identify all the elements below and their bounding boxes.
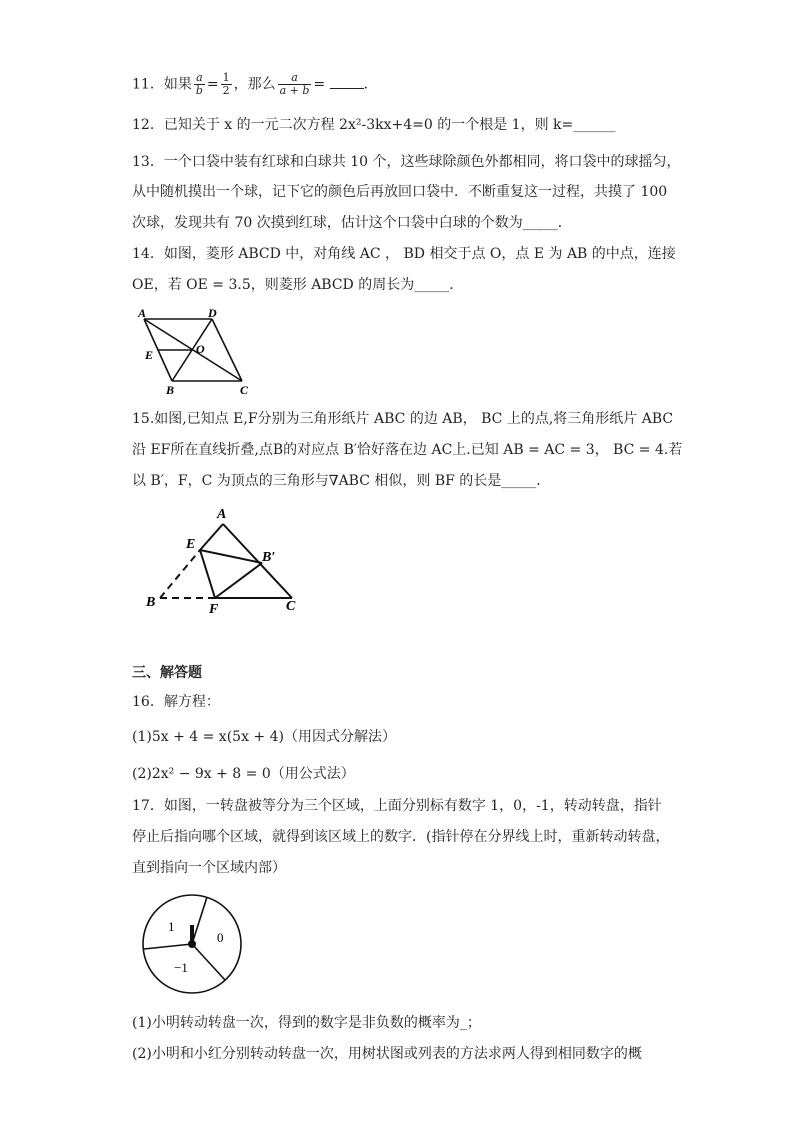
- q16-title: 16．解方程：: [132, 694, 220, 710]
- fraction-a-over-b: $\frac{a}{b}$: [195, 71, 203, 97]
- q15-line-1: 15.如图,已知点 E,F分别为三角形纸片 ABC 的边 AB， BC 上的点,将三角形纸片 ABC: [132, 411, 674, 427]
- label-O: O: [196, 342, 205, 356]
- label-C: C: [286, 599, 296, 614]
- label-B: B: [146, 595, 156, 610]
- label-A: A: [217, 507, 227, 522]
- q13-line-2: 从中随机摸出一个球，记下它的颜色后再放回口袋中．不断重复这一过程，共摸了 100: [132, 184, 668, 200]
- label-D: D: [208, 306, 217, 320]
- region-label-negative-one: −1: [174, 960, 188, 975]
- label-C: C: [240, 383, 249, 397]
- q17-part-2: (2)小明和小红分别转动转盘一次，用树状图或列表的方法求两人得到相同数字的概: [132, 1046, 642, 1062]
- label-E: E: [186, 537, 196, 552]
- q17-part-1: (1)小明转动转盘一次，得到的数字是非负数的概率为_；: [132, 1015, 481, 1031]
- fraction-a-over-a-plus-b: $\frac{a}{a + b}$: [279, 71, 310, 97]
- section-title: 三、解答题: [132, 665, 202, 681]
- q17-line-3: 直到指向一个区域内部）: [132, 860, 286, 876]
- q16-part-2: (2)2x² − 9x + 8 = 0（用公式法）: [132, 766, 355, 782]
- q14-line-1: 14．如图，菱形 ABCD 中，对角线 AC ， BD 相交于点 O，点 E 为 AB 的中点，连接: [132, 246, 676, 262]
- q15-line-3: 以 B′，F，C 为顶点的三角形与∇ABC 相似，则 BF 的长是_____．: [132, 473, 551, 489]
- q14-line-2: OE，若 OE = 3.5，则菱形 ABCD 的周长为_____．: [132, 277, 464, 293]
- q11-number: 11．如果: [132, 76, 192, 93]
- q17-line-1: 17．如图，一转盘被等分为三个区域，上面分别标有数字 1，0，-1，转动转盘，指针: [132, 798, 662, 814]
- rhombus-figure: [132, 305, 262, 397]
- label-A: A: [138, 306, 147, 320]
- q15-line-2: 沿 EF所在直线折叠,点B的对应点 B′恰好落在边 AC上.已知 AB = AC = 3， BC = 4.若: [132, 442, 683, 458]
- region-label-zero: 0: [217, 930, 224, 945]
- q12-line: 12．已知关于 x 的一元二次方程 2x²-3kx+4=0 的一个根是 1，则 k=______: [132, 117, 616, 133]
- q13-line-1: 13．一个口袋中装有红球和白球共 10 个，这些球除颜色外都相同，将口袋中的球摇匀，: [132, 154, 681, 170]
- fold-triangle-figure: [140, 502, 310, 617]
- spinner-figure: [138, 890, 248, 1000]
- q11-line: 11．如果 $\frac{a}{b}$ = $\frac{1}{2}$ ，那么 $\frac{a}{a + b}$ = ．: [132, 71, 378, 97]
- answer-blank: [330, 74, 364, 89]
- label-E: E: [145, 348, 154, 362]
- label-B-prime: B′: [262, 550, 276, 565]
- q16-part-1: (1)5x + 4 = x(5x + 4)（用因式分解法）: [132, 729, 396, 745]
- label-B: B: [166, 383, 175, 397]
- region-label-one: 1: [168, 919, 175, 934]
- q17-line-2: 停止后指向哪个区域，就得到该区域上的数字．(指针停在分界线上时，重新转动转盘，: [132, 829, 670, 845]
- q13-line-3: 次球，发现共有 70 次摸到红球，估计这个口袋中白球的个数为_____．: [132, 215, 572, 231]
- label-F: F: [209, 602, 219, 617]
- fraction-one-half: $\frac{1}{2}$: [222, 71, 230, 97]
